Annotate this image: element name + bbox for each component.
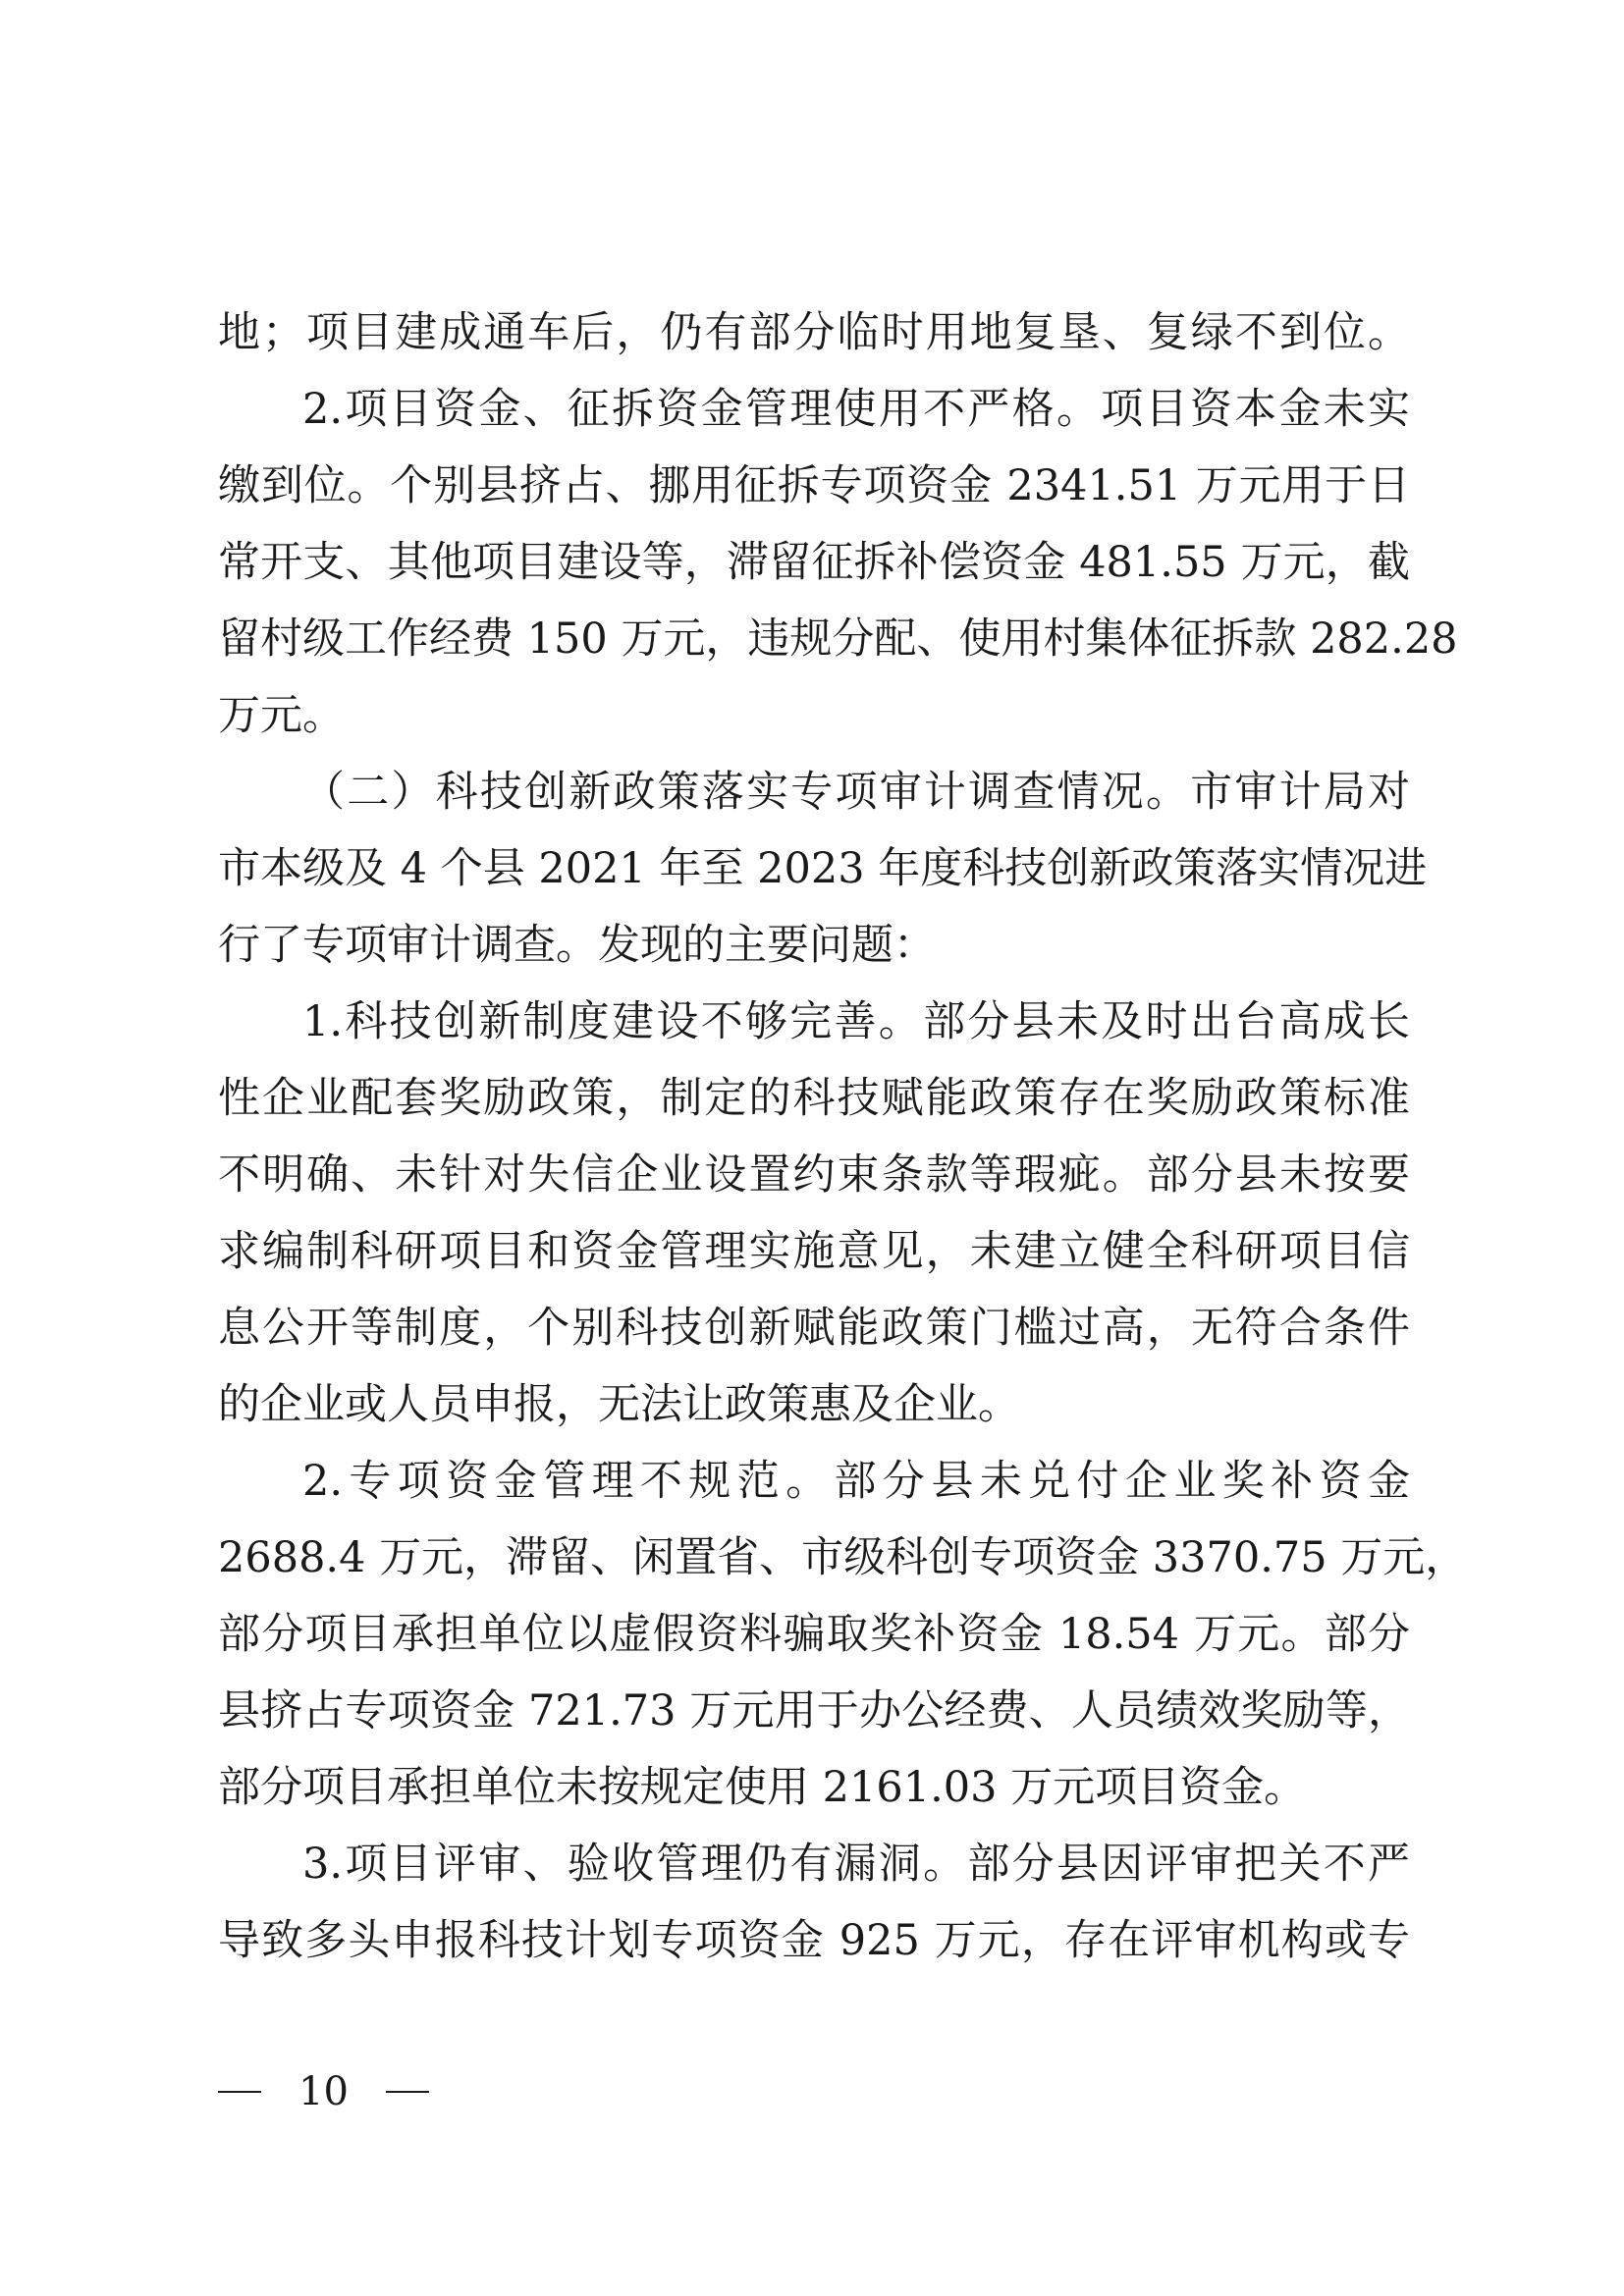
paragraph-first-line: 3.项目评审、验收管理仍有漏洞。部分县因评审把关不严 [302,1840,1410,1889]
text-line: 的企业或人员申报，无法让政策惠及企业。 [218,1380,1020,1429]
text-line: 常开支、其他项目建设等，滞留征拆补偿资金 481.55 万元，截 [218,538,1410,587]
dash-left [218,2091,261,2093]
text-line: 留村级工作经费 150 万元，违规分配、使用村集体征拆款 282.28 [218,614,1458,664]
text-line: 不明确、未针对失信企业设置约束条款等瑕疵。部分县未按要 [218,1150,1410,1200]
text-line: 行了专项审计调查。发现的主要问题： [218,921,936,970]
text-line: 性企业配套奖励政策，制定的科技赋能政策存在奖励政策标准 [218,1074,1410,1123]
paragraph-first-line: 1.科技创新制度建设不够完善。部分县未及时出台高成长 [302,997,1410,1046]
text-line: 市本级及 4 个县 2021 年至 2023 年度科技创新政策落实情况进 [218,844,1428,893]
text-line: 部分项目承担单位以虚假资料骗取奖补资金 18.54 万元。部分 [218,1610,1410,1659]
section-heading-line: （二）科技创新政策落实专项审计调查情况。市审计局对 [302,768,1410,817]
page-number: 10 [298,2069,349,2114]
dash-right [386,2091,429,2093]
text-line: 万元。 [218,691,345,740]
text-line: 地；项目建成通车后，仍有部分临时用地复垦、复绿不到位。 [218,308,1410,357]
text-line: 息公开等制度，个别科技创新赋能政策门槛过高，无符合条件 [218,1304,1410,1353]
paragraph-first-line: 2.项目资金、征拆资金管理使用不严格。项目资本金未实 [302,385,1410,434]
text-line: 缴到位。个别县挤占、挪用征拆专项资金 2341.51 万元用于日 [218,461,1410,510]
paragraph-first-line: 2.专项资金管理不规范。部分县未兑付企业奖补资金 [302,1457,1410,1506]
text-line: 县挤占专项资金 721.73 万元用于办公经费、人员绩效奖励等， [218,1686,1410,1735]
text-line: 部分项目承担单位未按规定使用 2161.03 万元项目资金。 [218,1763,1307,1812]
text-line: 导致多头申报科技计划专项资金 925 万元，存在评审机构或专 [218,1916,1410,1965]
page-footer [218,2059,429,2118]
text-line: 2688.4 万元，滞留、闲置省、市级科创专项资金 3370.75 万元， [218,1533,1468,1582]
text-line: 求编制科研项目和资金管理实施意见，未建立健全科研项目信 [218,1227,1410,1276]
